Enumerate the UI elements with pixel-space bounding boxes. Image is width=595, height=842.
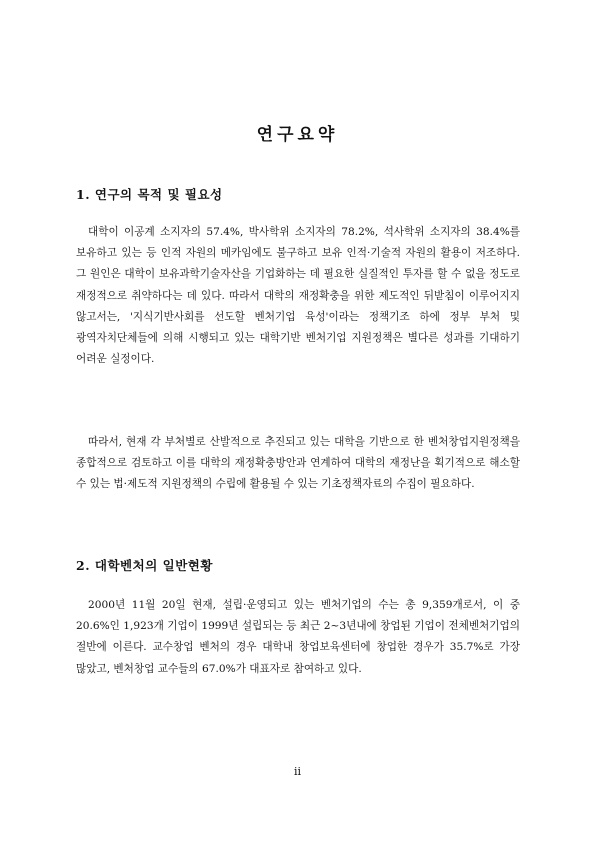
paragraph-purpose-2: 따라서, 현재 각 부처별로 산발적으로 추진되고 있는 대학을 기반으로 한 벤처창업지원정책을 종합적으로 검토하고 이를 대학의 재정확충방안과 연계하여 대학의 재정난을 획기적으로 해소할 수 있는 법·제도적 지원정책의 수립에 활용될 수 있는 기초정책자료의 수집이 필요하다. <box>76 436 520 491</box>
page-number: ii <box>293 765 302 778</box>
paragraph-status-1: 2000년 11월 20일 현재, 설립·운영되고 있는 벤처기업의 수는 총 9,359개로서, 이 중 20.6%인 1,923개 기업이 1999년 설립되는 등 최근 2~3년내에 창업된 기업이 전체벤처기업의 절반에 이른다. 교수창업 벤처의 경우 대학내 창업보육센터에 창업한 경우가 35.7%로 가장 많았고, 벤처창업 교수들의 67.0%가 대표자로 참여하고 있다. <box>76 599 520 675</box>
section-heading-purpose: 1. 연구의 목적 및 필요성 <box>76 187 223 202</box>
section-heading-status: 2. 대학벤처의 일반현황 <box>76 558 213 573</box>
page-title: 연구요약 <box>256 125 339 145</box>
paragraph-purpose-1: 대학이 이공계 소지자의 57.4%, 박사학위 소지자의 78.2%, 석사학위 소지자의 38.4%를 보유하고 있는 등 인적 자원의 메카임에도 불구하고 보유 인적·기술적 자원의 활용이 저조하다. 그 원인은 대학이 보유과학기술자산을 기업화하는 데 필요한 실질적인 투자를 할 수 없을 정도로 재정적으로 취약하다는 데 있다. 따라서 대학의 재정확충을 위한 제도적인 뒤받침이 이루어지지 않고서는, '지식기반사회를 선도할 벤처기업 육성'이라는 정책기조 하에 정부 부처 및 광역자치단체들에 의해 시행되고 있는 대학기반 벤처기업 지원정책은 별다른 성과를 기대하기 어려운 실정이다. <box>76 226 520 366</box>
